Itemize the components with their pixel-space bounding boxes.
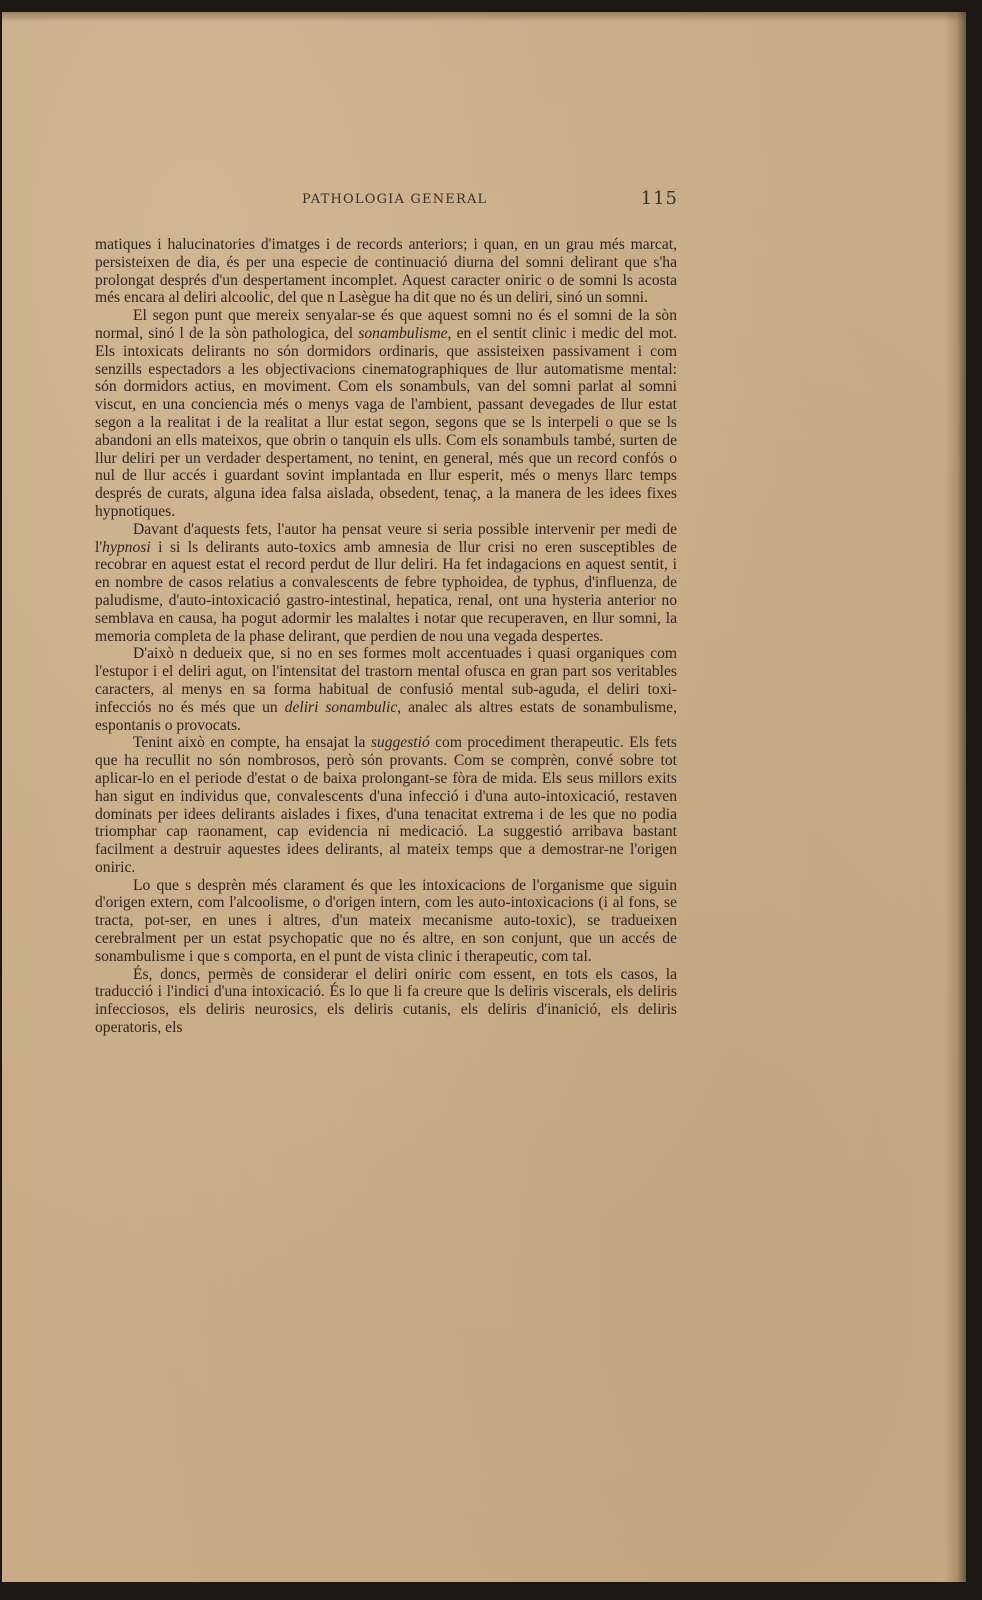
text-run: , analec als altres estats de sonambulisme, espontanis o provocats. xyxy=(95,698,677,734)
text-run: , en el sentit clinic i medic del mot. Els intoxicats delirants no són dormidors ordinaris, que assisteixen passivament i com senzills espectadors a les objectivacions cinematographiques de llur automatisme mental: són dormidors actius, en moviment. Com els sonambuls, van del somni parlat al somni viscut, en una conciencia més o menys vaga de l'ambient, passant devegades de llur estat segon a la realitat i de la realitat a llur estat segon, segons que se ls interpeli o que se ls abandoni an ells mateixos, que obrin o tanquin els ulls. Com els sonambuls també, surten de llur deliri per un verdader despertament, no tenint, en general, més que un record confós o nul de llur accés i guardant sovint implantada en llur esperit, més o menys llarc temps després de curats, alguna idea falsa aislada, obsedent, tenaç, a la manera de les idees fixes hypnotiques. xyxy=(95,324,677,520)
italic-term: deliri sonambulic xyxy=(284,698,398,716)
text-run: Davant d'aquests fets, l'autor ha pensat veure si seria possible intervenir per medi de l' xyxy=(95,520,677,556)
page-right-edge xyxy=(944,12,966,1582)
italic-term: sonambulisme xyxy=(358,324,448,342)
running-header xyxy=(302,188,678,212)
paragraph xyxy=(95,236,677,307)
paragraph xyxy=(95,645,677,734)
text-run: Tenint això en compte, ha ensajat la xyxy=(133,734,371,752)
page-number: 115 xyxy=(640,188,678,209)
paragraph xyxy=(95,521,677,646)
paragraph xyxy=(95,877,677,966)
text-run: matiques i halucinatories d'imatges i de records anteriors; i quan, en un grau més marcat, persisteixen de dia, és per una especie de continuació diurna del somni delirant que s'ha prolongat després d'un despertament incomplet. Aquest caracter oniric o de somni ls acosta més encara al deliri alcoolic, del que n Lasègue ha dit que no és un deliri, sinó un somni. xyxy=(95,236,677,307)
italic-term: hypnosi xyxy=(102,538,151,556)
text-run: El segon punt que mereix senyalar-se és que aquest somni no és el somni de la sòn normal, sinó l de la sòn pathologica, del xyxy=(95,307,677,342)
text-run: Lo que s desprèn més clarament és que les intoxicacions de l'organisme que siguin d'origen extern, com l'alcoolisme, o d'origen intern, com les auto-intoxicacions (i al fons, se tracta, pot-ser, en unes i altres, d'un mateix mecanisme auto-toxic), se tradueixen cerebralment per un estat psychopatic que no és altre, en son conjunt, que un accés de sonambulisme i que s comporta, en el punt de vista clinic i therapeutic, com tal. xyxy=(95,876,677,965)
text-run: És, doncs, permès de considerar el deliri oniric com essent, en tots els casos, la traducció i l'indici d'una intoxicació. És lo que li fa creure que ls deliris viscerals, els deliris infecciosos, els deliris neurosics, els deliris cutanis, els deliris d'inanició, els deliris operatoris, els xyxy=(95,965,677,1037)
text-run: com procediment therapeutic. Els fets que ha recullit no són nombrosos, però són provants. Com se comprèn, convé sobre tot aplicar-lo en el periode d'estat o de baixa prolongant-se fòra de mida. Els seus millors exits han sigut en individus que, convalescents d'una infecció i d'una auto-intoxicació, restaven dominats per idees delirants aislades i fixes, d'una tenacitat extrema i de les que no podia triomphar cap raonament, cap evidencia ni medicació. La suggestió arribava bastant facilment a destruir aquestes idees delirants, al mateix temps que a demostrar-ne l'origen oniric. xyxy=(95,734,677,876)
page-top-edge xyxy=(2,12,966,22)
running-title: PATHOLOGIA GENERAL xyxy=(302,192,488,207)
paragraph xyxy=(95,734,677,876)
book-page xyxy=(2,12,966,1582)
body-text xyxy=(95,236,677,1037)
italic-term: suggestió xyxy=(370,734,430,752)
text-run: i si ls delirants auto-toxics amb amnesia de llur crisi no eren susceptibles de recobrar en aquest estat el record perdut de llur deliri. Ha fet indagacions en aquest sentit, i en nombre de casos relatius a convalescents de febre typhoidea, de typhus, d'influenza, de paludisme, d'auto-intoxicació gastro-intestinal, hepatica, renal, ont una hysteria anterior no semblava en causa, ha pogut adormir les malaltes i notar que recuperaven, en llur somni, la memoria completa de la phase delirant, que perdien de nou una vegada despertes. xyxy=(95,538,677,645)
paragraph xyxy=(95,966,677,1037)
paragraph xyxy=(95,307,677,521)
text-run: D'això n dedueix que, si no en ses formes molt accentuades i quasi organiques com l'estupor i el deliri agut, on l'intensitat del trastorn mental ofusca en gran part sos veritables caracters, al menys en sa forma habitual de confusió mental sub-aguda, el deliri toxi-infecciós no és més que un xyxy=(95,645,677,716)
